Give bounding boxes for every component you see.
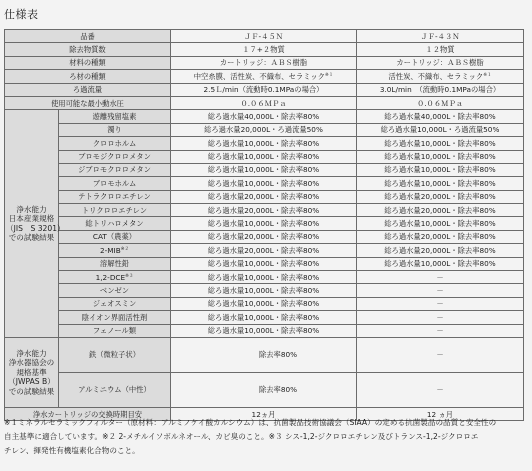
- table-row: [5, 284, 524, 297]
- table-row: [5, 150, 524, 163]
- value-b-cell: [357, 230, 524, 243]
- table-row: [5, 190, 524, 203]
- value-a-cell: [171, 311, 357, 324]
- substance-label-cell: [59, 190, 171, 203]
- value-b-cell-text: 活性炭、不織布、セラミック: [388, 71, 484, 81]
- value-b-cell-text: 総ろ過水量20,000L・除去率80%: [384, 245, 496, 255]
- substance-label-cell-text: トリクロロエチレン: [81, 205, 148, 215]
- value-a-cell: [171, 190, 357, 203]
- group-label-jwpas-text: 浄水能力 浄水器協会の 規格基準 （JWPAS B） での試験結果: [8, 348, 55, 396]
- substance-label-cell: [59, 257, 171, 270]
- value-b-cell: [357, 150, 524, 163]
- row-label-cell-text: 浄水カートリッジの交換時期目安: [32, 409, 143, 419]
- page-title: 仕様表: [4, 8, 39, 21]
- value-a-cell-text: カートリッジ：ＡＢＳ樹脂: [219, 58, 308, 68]
- value-b-cell-text: 総ろ過水量20,000L・除去率80%: [384, 232, 496, 242]
- value-b-cell: [357, 284, 524, 297]
- substance-label-cell: [59, 372, 171, 407]
- value-a-cell-text: 総ろ過水量20,000L・ろ過流量50%: [204, 125, 323, 135]
- substance-label-cell: [59, 163, 171, 176]
- value-b-cell: [357, 372, 524, 407]
- substance-label-cell-text: アルミニウム（中性）: [78, 385, 151, 395]
- value-a-cell-text: 総ろ過水量10,000L・除去率80%: [207, 326, 320, 336]
- row-label-cell-text: 除去物質数: [69, 44, 106, 54]
- footnote-ref: ※１: [324, 72, 334, 78]
- substance-label-cell: [59, 137, 171, 150]
- value-a-cell: [171, 244, 357, 257]
- value-a-cell: [171, 177, 357, 190]
- value-b-cell: [357, 190, 524, 203]
- value-b-cell-text: －: [436, 285, 444, 295]
- substance-label-cell: [59, 217, 171, 230]
- substance-label-cell: [59, 230, 171, 243]
- substance-label-cell-text: ジェオスミン: [92, 299, 137, 309]
- row-label-cell-text: 材料の種類: [69, 58, 106, 68]
- table-row: [5, 56, 524, 69]
- substance-label-cell: [59, 324, 171, 337]
- substance-label-cell-text: 1,2-DCE: [95, 272, 126, 282]
- substance-label-cell: [59, 204, 171, 217]
- value-b-cell: [357, 96, 524, 109]
- value-a-cell: [171, 217, 357, 230]
- value-b-cell-text: －: [436, 385, 444, 395]
- substance-label-cell-text: 鉄（微粒子状）: [88, 350, 141, 360]
- value-b-cell: [357, 177, 524, 190]
- substance-label-cell: [59, 244, 171, 257]
- substance-label-cell: [59, 337, 171, 372]
- value-b-cell-text: カートリッジ：ＡＢＳ樹脂: [396, 58, 484, 68]
- substance-label-cell-text: 2-MIB: [99, 245, 121, 255]
- table-row: [5, 204, 524, 217]
- table-row: [5, 83, 524, 96]
- value-a-cell: [171, 137, 357, 150]
- substance-label-cell-text: 総トリハロメタン: [85, 219, 144, 229]
- value-b-cell: [357, 163, 524, 176]
- value-b-cell-text: 総ろ過水量10,000L・除去率80%: [384, 259, 496, 269]
- table-row: [5, 30, 524, 43]
- value-b-cell-text: 3.0L/min （流動時0.1MPaの場合）: [379, 85, 501, 95]
- row-label-cell-text: 使用可能な最小動水圧: [51, 98, 124, 108]
- group-label-jis-text: 浄水能力 日本産業規格 （JIS S 3201） での試験結果: [6, 204, 65, 243]
- row-label-cell: [5, 83, 171, 96]
- value-b-cell-text: 総ろ過水量10,000L・除去率80%: [384, 152, 496, 162]
- value-a-cell: [171, 110, 357, 123]
- value-b-cell-text: －: [436, 312, 444, 322]
- value-a-cell: [171, 204, 357, 217]
- value-b-cell-text: 総ろ過水量10,000L・除去率80%: [384, 178, 496, 188]
- table-row: [5, 217, 524, 230]
- value-b-cell-text: 総ろ過水量40,000L・除去率80%: [384, 111, 496, 121]
- value-a-cell: [171, 324, 357, 337]
- table-row: [5, 177, 524, 190]
- footnote-ref: ※２: [120, 246, 129, 252]
- value-b-cell-text: 総ろ過水量20,000L・除去率80%: [384, 192, 496, 202]
- footnote-line: 自主基準に適合しています。※２ 2-メチルイソボルネオール、カビ臭のこと。※３ シス-1,2-ジクロロエチレン及びトランス-1,2-ジクロロエ: [4, 432, 479, 441]
- value-a-cell-text: １７+２物質: [242, 44, 285, 54]
- row-label-cell: [5, 70, 171, 83]
- value-a-cell-text: 総ろ過水量10,000L・除去率80%: [207, 138, 320, 148]
- value-b-cell: [357, 257, 524, 270]
- value-a-cell-text: 12ヵ月: [251, 409, 276, 419]
- footnote-line: ※１ミネラルセラミックフィルター（原材料：アルミノケイ酸カルシウム）は、抗菌製品技術協議会（SIAA）の定める抗菌製品の品質と安全性の: [4, 418, 497, 427]
- value-a-cell: [171, 43, 357, 56]
- value-b-cell: [357, 337, 524, 372]
- row-label-cell: [5, 56, 171, 69]
- value-a-cell-text: 総ろ過水量10,000L・除去率80%: [207, 178, 320, 188]
- value-a-cell-text: 除去率80%: [258, 350, 298, 360]
- value-a-cell-text: 総ろ過水量20,000L・除去率80%: [207, 245, 320, 255]
- value-b-cell-text: 総ろ過水量10,000L・除去率80%: [384, 219, 496, 229]
- value-b-cell-text: １２物質: [425, 44, 455, 54]
- substance-label-cell-text: ジブロモクロロメタン: [78, 165, 151, 175]
- value-a-cell-text: 総ろ過水量10,000L・除去率80%: [207, 312, 320, 322]
- value-a-cell: [171, 230, 357, 243]
- table-row: [5, 137, 524, 150]
- value-a-cell: [171, 83, 357, 96]
- substance-label-cell: [59, 110, 171, 123]
- value-b-cell: [357, 123, 524, 136]
- value-b-cell-text: －: [436, 350, 444, 360]
- header-label-cell-text: 品番: [80, 31, 95, 41]
- substance-label-cell-text: 陰イオン界面活性剤: [81, 312, 148, 322]
- value-b-cell: [357, 137, 524, 150]
- substance-label-cell: [59, 177, 171, 190]
- table-row: [5, 163, 524, 176]
- value-a-cell: [171, 96, 357, 109]
- footnotes: [4, 416, 528, 458]
- value-b-cell: [357, 217, 524, 230]
- value-a-cell-text: 総ろ過水量10,000L・除去率80%: [207, 219, 320, 229]
- value-a-cell-text: 総ろ過水量10,000L・除去率80%: [207, 299, 320, 309]
- row-label-cell: [5, 43, 171, 56]
- substance-label-cell-text: テトラクロロエチレン: [78, 192, 151, 202]
- value-b-cell: [357, 324, 524, 337]
- value-a-cell: [171, 297, 357, 310]
- header-model-a-cell-text: ＪＦ-４５Ｎ: [243, 31, 284, 41]
- row-label-cell-text: ろ過流量: [72, 85, 103, 95]
- substance-label-cell: [59, 123, 171, 136]
- value-a-cell-text: 2.5Ｌ/min（流動時0.1MPaの場合）: [203, 85, 324, 95]
- table-row: [5, 271, 524, 284]
- value-a-cell-text: 除去率80%: [258, 385, 298, 395]
- value-a-cell: [171, 372, 357, 407]
- value-a-cell-text: 総ろ過水量20,000L・除去率80%: [207, 192, 320, 202]
- substance-label-cell-text: CAT（農薬）: [92, 232, 137, 242]
- group-label-jwpas: [5, 337, 59, 407]
- footnote-line: チレン、揮発性有機塩素化合物のこと。: [4, 446, 140, 455]
- header-model-b-cell-text: ＪＦ-４３Ｎ: [420, 31, 460, 41]
- value-a-cell-text: 総ろ過水量10,000L・除去率80%: [207, 272, 320, 282]
- value-b-cell-text: －: [436, 299, 444, 309]
- value-a-cell: [171, 70, 357, 83]
- value-a-cell: [171, 150, 357, 163]
- value-b-cell-text: －: [436, 272, 444, 282]
- value-a-cell-text: 総ろ過水量10,000L・除去率80%: [207, 285, 320, 295]
- group-label-jis: [5, 110, 65, 338]
- value-a-cell-text: 総ろ過水量20,000L・除去率80%: [207, 205, 320, 215]
- value-b-cell: [357, 83, 524, 96]
- substance-label-cell: [59, 297, 171, 310]
- value-b-cell-text: 総ろ過水量10,000L・ろ過流量50%: [380, 125, 500, 135]
- table-row: [5, 70, 524, 83]
- value-b-cell: [357, 244, 524, 257]
- value-a-cell-text: 総ろ過水量10,000L・除去率80%: [207, 152, 320, 162]
- substance-label-cell-text: ブロモホルム: [92, 178, 137, 188]
- value-a-cell: [171, 56, 357, 69]
- value-b-cell: [357, 110, 524, 123]
- substance-label-cell: [59, 271, 171, 284]
- substance-label-cell: [59, 150, 171, 163]
- substance-label-cell-text: 濁り: [107, 125, 122, 135]
- value-a-cell: [171, 271, 357, 284]
- value-a-cell: [171, 337, 357, 372]
- row-label-cell: [5, 96, 171, 109]
- value-b-cell-text: ０.０６ＭＰａ: [416, 98, 464, 108]
- substance-label-cell-text: ブロモジクロロメタン: [78, 152, 151, 162]
- substance-label-cell-text: ベンゼン: [99, 285, 130, 295]
- spec-table: [4, 29, 524, 421]
- table-row: [5, 230, 524, 243]
- value-b-cell-text: 総ろ過水量10,000L・除去率80%: [384, 138, 496, 148]
- table-row: [5, 311, 524, 324]
- table-row: [5, 257, 524, 270]
- substance-label-cell-text: クロロホルム: [92, 138, 137, 148]
- footnote-ref: ※３: [125, 273, 134, 279]
- value-b-cell: [357, 297, 524, 310]
- value-b-cell: [357, 70, 524, 83]
- value-b-cell: [357, 311, 524, 324]
- header-model-a-cell: [171, 30, 357, 43]
- substance-label-cell-text: フェノール類: [92, 326, 137, 336]
- value-a-cell-text: ０.０６ＭＰａ: [240, 98, 287, 108]
- value-a-cell: [171, 123, 357, 136]
- table-row: [5, 43, 524, 56]
- row-label-cell-text: ろ材の種類: [69, 71, 106, 81]
- value-a-cell: [171, 284, 357, 297]
- header-label-cell: [5, 30, 171, 43]
- value-a-cell-text: 総ろ過水量20,000L・除去率80%: [207, 232, 320, 242]
- substance-label-cell: [59, 311, 171, 324]
- value-b-cell-text: 総ろ過水量10,000L・除去率80%: [384, 165, 496, 175]
- value-b-cell-text: 総ろ過水量20,000L・除去率80%: [384, 205, 496, 215]
- value-a-cell-text: 総ろ過水量10,000L・除去率80%: [207, 165, 320, 175]
- value-a-cell-text: 中空糸膜、活性炭、不織布、セラミック: [193, 71, 325, 81]
- value-a-cell-text: 総ろ過水量40,000L・除去率80%: [207, 111, 320, 121]
- value-b-cell: [357, 56, 524, 69]
- footnote-ref: ※１: [483, 72, 492, 78]
- value-b-cell: [357, 43, 524, 56]
- table-row: [5, 96, 524, 109]
- value-a-cell-text: 総ろ過水量10,000L・除去率80%: [207, 259, 320, 269]
- substance-label-cell-text: 遊離残留塩素: [92, 111, 137, 121]
- table-row: [5, 297, 524, 310]
- substance-label-cell-text: 溶解性鉛: [99, 259, 130, 269]
- value-b-cell-text: 12 ヵ月: [426, 409, 454, 419]
- table-row: [5, 337, 524, 372]
- header-model-b-cell: [357, 30, 524, 43]
- value-b-cell: [357, 204, 524, 217]
- table-row: [5, 372, 524, 407]
- table-row: [5, 110, 524, 123]
- substance-label-cell: [59, 284, 171, 297]
- value-b-cell: [357, 271, 524, 284]
- table-row: [5, 123, 524, 136]
- value-b-cell-text: －: [436, 326, 444, 336]
- table-row: [5, 244, 524, 257]
- table-row: [5, 324, 524, 337]
- value-a-cell: [171, 163, 357, 176]
- value-a-cell: [171, 257, 357, 270]
